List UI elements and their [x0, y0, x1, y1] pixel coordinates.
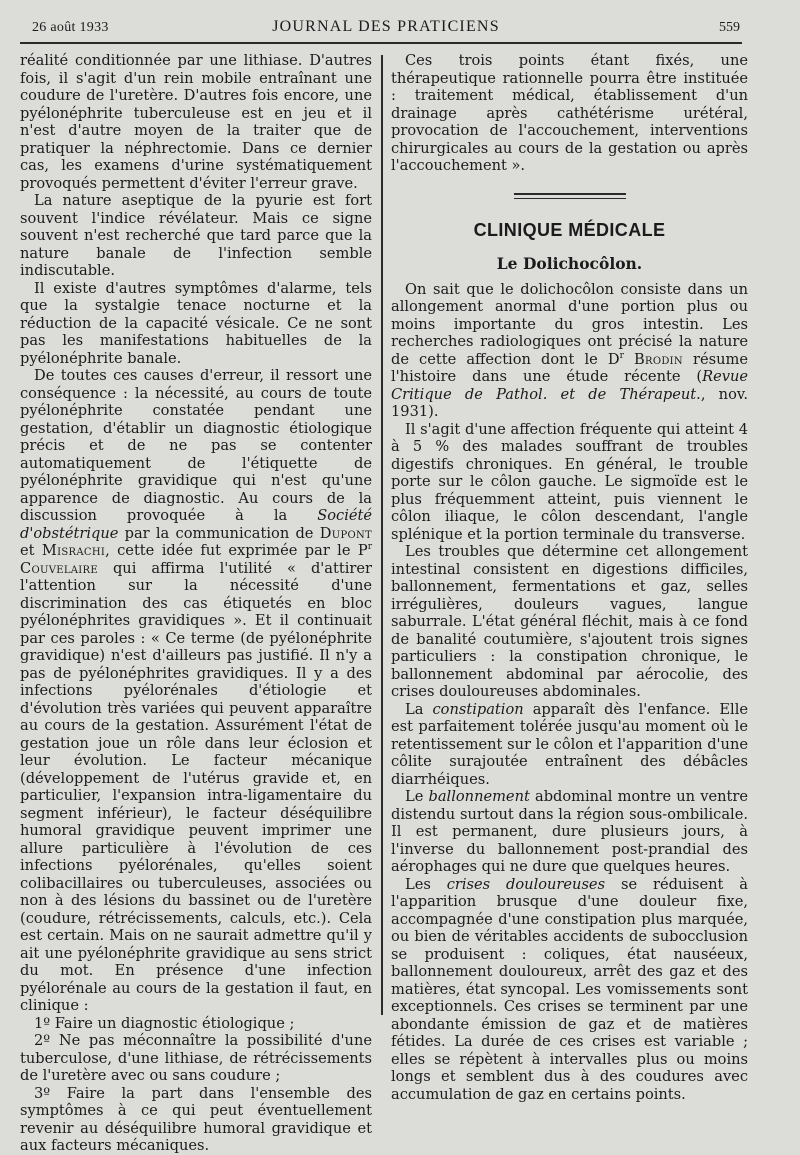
left-paragraph-3: Il existe d'autres symptômes d'alarme, tels que la systalgie tenace nocturne et la réduction de la capacité vésicale. Ce ne sont pas les manifestations habituelles de la pyélonéphrite banale.	[20, 279, 372, 367]
text-run: Les	[405, 875, 447, 893]
society-name: Société d'obstétrique	[20, 507, 372, 542]
text-run: La	[405, 700, 433, 718]
header-date: 26 août 1933	[32, 20, 109, 35]
section-divider	[514, 193, 626, 199]
text-run: résume l'histoire dans une étude récente (	[391, 350, 749, 385]
left-column	[20, 52, 372, 1155]
text-run	[624, 351, 634, 368]
emphasis: ballonnement	[428, 788, 530, 805]
header-rule	[20, 42, 742, 44]
author-name: Dupont	[319, 524, 372, 542]
journal-reference: Revue Critique de Pathol. et de Thérapeut.	[391, 368, 748, 403]
text-run: se réduisent à l'apparition brusque d'une douleur fixe, accompagnée d'une constipation plus marquée, ou bien de véritables accidents de subocclusion se produisent : coliques, état nauséeux, ballonnement douloureux, arrêt des gaz et des matières, état syncopal. Les vomissements sont exceptionnels. Ces crises se terminent par une abondante émission de gaz et de matières fétides. La durée de ces crises est variable ; elles se répètent à intervalles plus ou moins longs et semblent dus à des coudures avec accumulation de gaz en certains points.	[391, 875, 748, 1103]
emphasis: constipation	[432, 700, 524, 718]
author-name: Couvelaire	[20, 559, 98, 577]
list-item: 3º Faire la part dans l'ensemble des symptômes à ce qui peut éventuellement revenir au déséquilibre humoral gravidique et aux facteurs mécaniques.	[20, 1084, 372, 1154]
text-run: , nov. 1931).	[391, 385, 749, 420]
right-paragraph-5	[391, 701, 748, 789]
right-paragraph-2	[391, 281, 748, 421]
left-paragraph-2: La nature aseptique de la pyurie est fort souvent l'indice révélateur. Mais ce signe souvent n'est recherché que tard parce que la nature banale de l'infection semble indiscutable.	[20, 192, 372, 279]
page-number: 559	[719, 20, 740, 35]
text-run: On sait que le dolichocôlon consiste dans un allongement anormal d'une portion plus ou moins importante du gros intestin. Les recherches radiologiques ont précisé la nature de cette affection dont le D	[391, 280, 748, 368]
list-item: 2º Ne pas méconnaître la possibilité d'une tuberculose, d'une lithiase, de rétrécissements de l'uretère avec ou sans coudure ;	[20, 1032, 372, 1084]
text-run: qui affirma l'utilité « d'attirer l'attention sur la nécessité d'une discrimination des cas étiquetés en bloc pyélonéphrites gravidiques ». Et il continuait par ces paroles : « Ce terme (de pyélonéphrite gravidique) n'est d'ailleurs pas justifié. Il n'y a pas de pyélonéphrites gravidiques. Il y a des infections pyélorénales d'étiologie et d'évolution très variées qui peuvent apparaître au cours de la gestation. Assurément l'état de gestation joue un rôle dans leur éclosion et leur évolution. Le facteur mécanique (développement de l'utérus gravide et, en particulier, l'expansion intra-ligamentaire du segment inférieur), le facteur déséquilibre humoral gravidique peuvent imprimer une allure particulière à l'évolution de ces infections pyélorénales, qu'elles soient colibacillaires ou tuberculeuses, associées ou non à des lésions du bassinet ou de l'uretère (coudure, rétrécissements, calculs, etc.). Cela est certain. Mais on ne saurait admettre qu'il y ait une pyélonéphrite gravidique au sens strict du mot. En présence d'une infection pyélorénale au cours de la gestation il faut, en clinique :	[20, 559, 372, 1014]
column-divider	[381, 55, 383, 1015]
title-superscript: r	[367, 542, 372, 553]
right-paragraph-1: Ces trois points étant fixés, une thérapeutique rationnelle pourra être instituée : traitement médical, établissement d'un drainage après cathétérisme urétéral, provocation de l'accouchement, interventions chirurgicales au cours de la gestation ou après l'accouchement ».	[391, 52, 748, 174]
left-paragraph-4	[20, 367, 372, 1015]
text-run: apparaît dès l'enfance. Elle est parfaitement tolérée jusqu'au moment où le retentissement sur le côlon et l'apparition d'une côlite surajoutée entraînent des débâcles diarrhéiques.	[391, 700, 749, 788]
page-header	[32, 16, 740, 40]
right-paragraph-7	[391, 876, 748, 1104]
section-title: CLINIQUE MÉDICALE	[473, 219, 666, 240]
text-run: par la communication de	[118, 524, 320, 542]
text-run: , cette idée fut exprimée par le P	[105, 542, 368, 559]
text-run: Le	[405, 788, 429, 805]
right-paragraph-4: Les troubles que détermine cet allongement intestinal consistent en digestions difficiles, ballonnement, fermentations et gaz, selles irrégulières, douleurs vagues, langue saburrale. L'état général fléchit, mais à ce fond de banalité coutumière, s'ajoutent trois signes particuliers : la constipation chronique, le ballonnement abdominal par aérocolie, des crises douloureuses abdominales.	[391, 543, 748, 700]
left-paragraph-1: réalité conditionnée par une lithiase. D'autres fois, il s'agit d'un rein mobile entraînant une coudure de l'uretère. D'autres fois encore, une pyélonéphrite tuberculeuse est en jeu et il n'est d'autre moyen de la traiter que de pratiquer la néphrectomie. Dans ce dernier cas, les examens d'urine systématiquement provoqués permettent d'éviter l'erreur grave.	[20, 52, 372, 192]
text-run: De toutes ces causes d'erreur, il ressort une conséquence : la nécessité, au cours de toute pyélonéphrite constatée pendant une gestation, d'établir un diagnostic étiologique précis et de ne pas se contenter automatiquement de l'étiquette de pyélonéphrite gravidique qui n'est qu'une apparence de diagnostic. Au cours de la discussion provoquée à la	[20, 367, 372, 524]
author-name: Misrachi	[41, 542, 106, 559]
journal-title: JOURNAL DES PRATICIENS	[272, 18, 500, 35]
title-superscript: r	[619, 350, 624, 361]
emphasis: crises douloureuses	[446, 875, 606, 893]
text-run: et	[20, 542, 42, 559]
author-name: Brodin	[633, 350, 683, 368]
list-item: 1º Faire un diagnostic étiologique ;	[34, 1014, 295, 1032]
text-run: abdominal montre un ventre distendu surtout dans la région sous-ombilicale. Il est permanent, dure plusieurs jours, à l'inverse du ballonnement post-prandial des aérophages qui ne dure que quelques heures.	[391, 788, 748, 875]
right-paragraph-3: Il s'agit d'une affection fréquente qui atteint 4 à 5 % des malades souffrant de troubles digestifs chroniques. En général, le trouble porte sur le côlon gauche. Le sigmoïde est le plus fréquemment atteint, puis viennent le côlon iliaque, le côlon descendant, l'angle splénique et la portion terminale du transverse.	[391, 420, 748, 543]
right-paragraph-6	[391, 788, 748, 876]
right-column	[391, 52, 748, 1103]
diagnostic-list	[20, 1015, 372, 1155]
article-title: Le Dolichocôlon.	[496, 253, 643, 273]
